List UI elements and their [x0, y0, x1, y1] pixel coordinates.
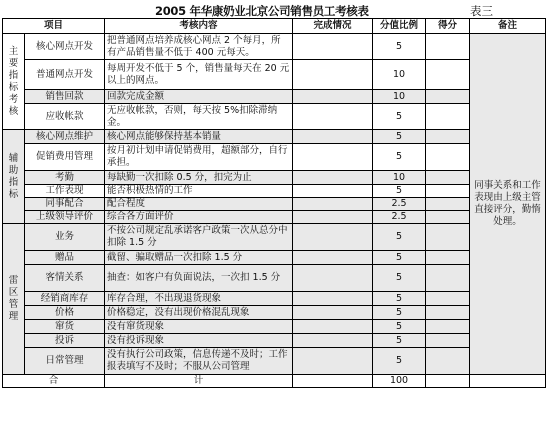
row-content: 无应收帐款，否则，每天按 5%扣除滞纳金。 [105, 104, 293, 130]
completion-cell[interactable] [293, 224, 373, 251]
table-row [3, 292, 546, 306]
score-cell[interactable] [426, 320, 470, 334]
total-label-left: 合 [3, 375, 105, 388]
weight-cell: 5 [373, 320, 426, 334]
score-cell[interactable] [426, 251, 470, 265]
group-auxiliary-indicators: 辅助指标 [3, 130, 25, 224]
table-row [3, 185, 546, 198]
table-row [3, 198, 546, 211]
row-content: 没有投诉现象 [105, 334, 293, 348]
row-item: 销售回款 [25, 90, 105, 104]
sheet-title: 2005 年华康奶业北京公司销售员工考核表 [155, 4, 369, 18]
completion-cell[interactable] [293, 198, 373, 211]
completion-cell[interactable] [293, 292, 373, 306]
weight-cell: 10 [373, 60, 426, 90]
row-item: 考勤 [25, 171, 105, 185]
weight-cell: 5 [373, 292, 426, 306]
score-cell[interactable] [426, 144, 470, 171]
table-row [3, 171, 546, 185]
score-cell[interactable] [426, 198, 470, 211]
score-cell[interactable] [426, 306, 470, 320]
total-score-cell[interactable] [426, 375, 470, 388]
completion-cell[interactable] [293, 60, 373, 90]
col-header-content: 考核内容 [105, 19, 293, 34]
weight-cell: 5 [373, 224, 426, 251]
row-item: 普通网点开发 [25, 60, 105, 90]
completion-cell[interactable] [293, 251, 373, 265]
table-row [3, 211, 546, 224]
table-row [3, 224, 546, 251]
score-cell[interactable] [426, 348, 470, 375]
row-content: 核心网点能够保持基本销量 [105, 130, 293, 144]
sheet-header [0, 0, 550, 20]
row-content: 把普通网点培养成核心网点 2 个每月，所有产品销售量不低于 400 元每天。 [105, 34, 293, 60]
score-cell[interactable] [426, 185, 470, 198]
row-content: 不按公司规定乱承诺客户政策一次从总分中扣除 1.5 分 [105, 224, 293, 251]
row-item: 核心网点开发 [25, 34, 105, 60]
score-cell[interactable] [426, 292, 470, 306]
total-label-right: 计 [105, 375, 293, 388]
weight-cell: 2.5 [373, 211, 426, 224]
weight-cell: 5 [373, 265, 426, 292]
score-cell[interactable] [426, 34, 470, 60]
table-row [3, 104, 546, 130]
total-row [3, 375, 546, 388]
row-content: 回款完成金额 [105, 90, 293, 104]
row-item: 应收帐款 [25, 104, 105, 130]
weight-cell: 5 [373, 306, 426, 320]
score-cell[interactable] [426, 171, 470, 185]
table-row [3, 251, 546, 265]
score-cell[interactable] [426, 265, 470, 292]
table-row [3, 334, 546, 348]
weight-cell: 5 [373, 144, 426, 171]
table-row [3, 90, 546, 104]
score-cell[interactable] [426, 130, 470, 144]
score-cell[interactable] [426, 211, 470, 224]
weight-cell: 5 [373, 34, 426, 60]
row-content: 每周开发不低于 5 个，销售量每天在 20 元以上的网点。 [105, 60, 293, 90]
remark-note: 同事关系和工作表现由上级主管直接评分，勤惰处理。 [470, 34, 546, 375]
col-header-completion: 完成情况 [293, 19, 373, 34]
table-row [3, 348, 546, 375]
assessment-table [2, 18, 546, 388]
row-content: 没有窜货现象 [105, 320, 293, 334]
table-row [3, 34, 546, 60]
row-content: 抽查：如客户有负面说法，一次扣 1.5 分 [105, 265, 293, 292]
table-row [3, 130, 546, 144]
row-item: 促销费用管理 [25, 144, 105, 171]
weight-cell: 5 [373, 104, 426, 130]
total-completion-cell[interactable] [293, 375, 373, 388]
completion-cell[interactable] [293, 171, 373, 185]
col-header-weight: 分值比例 [373, 19, 426, 34]
completion-cell[interactable] [293, 90, 373, 104]
weight-cell: 2.5 [373, 198, 426, 211]
weight-cell: 5 [373, 251, 426, 265]
completion-cell[interactable] [293, 104, 373, 130]
row-content: 综合各方面评价 [105, 211, 293, 224]
row-item: 业务 [25, 224, 105, 251]
row-content: 能否积极热情的工作 [105, 185, 293, 198]
col-header-note: 备注 [470, 19, 546, 34]
row-content: 没有执行公司政策，信息传递不及时；工作报表填写不及时；不服从公司管理 [105, 348, 293, 375]
row-item: 客情关系 [25, 265, 105, 292]
row-item: 核心网点维护 [25, 130, 105, 144]
row-item: 赠品 [25, 251, 105, 265]
row-item: 日常管理 [25, 348, 105, 375]
col-header-score: 得分 [426, 19, 470, 34]
weight-cell: 5 [373, 348, 426, 375]
table-row [3, 144, 546, 171]
weight-cell: 5 [373, 130, 426, 144]
weight-cell: 10 [373, 171, 426, 185]
row-content: 价格稳定，没有出现价格混乱现象 [105, 306, 293, 320]
row-content: 按月初计划申请促销费用，超额部分，自行承担。 [105, 144, 293, 171]
score-cell[interactable] [426, 90, 470, 104]
score-cell[interactable] [426, 334, 470, 348]
completion-cell[interactable] [293, 144, 373, 171]
score-cell[interactable] [426, 224, 470, 251]
row-item: 同事配合 [25, 198, 105, 211]
table-row [3, 265, 546, 292]
row-content: 截留、骗取赠品一次扣除 1.5 分 [105, 251, 293, 265]
col-header-item: 项目 [3, 19, 105, 34]
completion-cell[interactable] [293, 334, 373, 348]
row-item: 投诉 [25, 334, 105, 348]
table-row [3, 320, 546, 334]
completion-cell[interactable] [293, 265, 373, 292]
row-item: 窜货 [25, 320, 105, 334]
row-content: 库存合理，不出现退货现象 [105, 292, 293, 306]
completion-cell[interactable] [293, 320, 373, 334]
completion-cell[interactable] [293, 34, 373, 60]
table-row [3, 60, 546, 90]
table-row [3, 306, 546, 320]
row-item: 工作表现 [25, 185, 105, 198]
score-cell[interactable] [426, 104, 470, 130]
total-note-cell [470, 375, 546, 388]
weight-cell: 5 [373, 185, 426, 198]
score-cell[interactable] [426, 60, 470, 90]
completion-cell[interactable] [293, 185, 373, 198]
completion-cell[interactable] [293, 211, 373, 224]
table-number: 表三 [470, 4, 493, 18]
completion-cell[interactable] [293, 348, 373, 375]
total-score: 100 [373, 375, 426, 388]
weight-cell: 5 [373, 334, 426, 348]
row-item: 上级领导评价 [25, 211, 105, 224]
row-item: 价格 [25, 306, 105, 320]
completion-cell[interactable] [293, 306, 373, 320]
group-minefield-management: 雷区管理 [3, 224, 25, 375]
header-row [3, 19, 546, 34]
weight-cell: 10 [373, 90, 426, 104]
group-main-indicators: 主要指标考核 [3, 34, 25, 130]
completion-cell[interactable] [293, 130, 373, 144]
row-item: 经销商库存 [25, 292, 105, 306]
row-content: 配合程度 [105, 198, 293, 211]
row-content: 每缺勤一次扣除 0.5 分，扣完为止 [105, 171, 293, 185]
